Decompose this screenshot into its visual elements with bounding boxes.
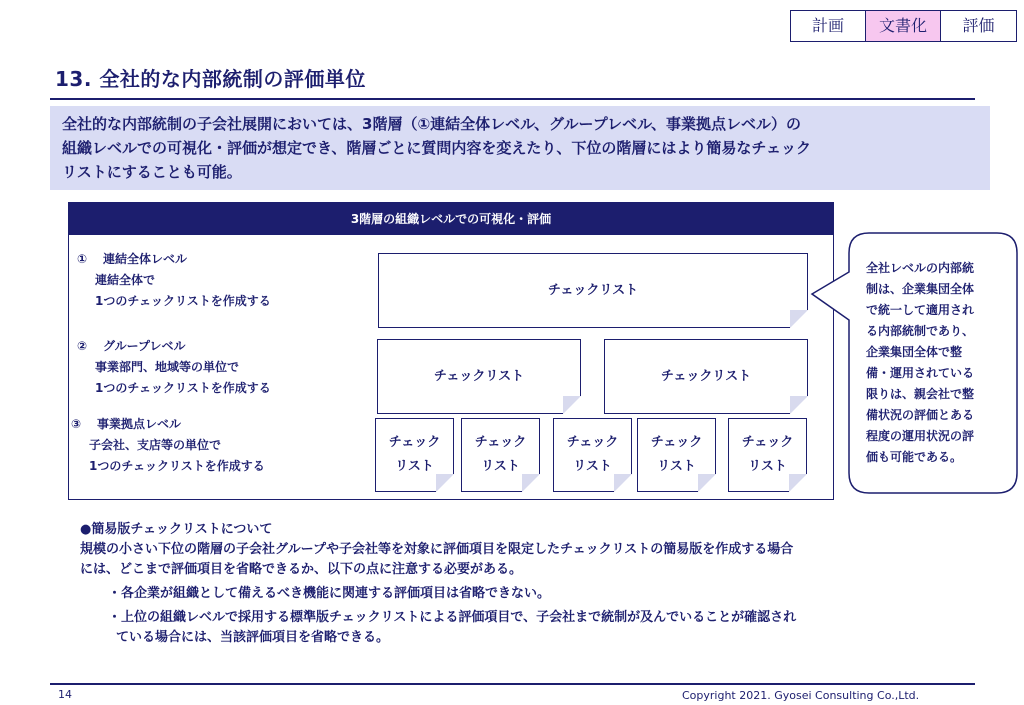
checklist-site-3 (553, 418, 632, 492)
checklist-label: チェックリスト (547, 282, 639, 298)
level-name: グループレベル (103, 339, 186, 353)
checklist-label-line2: リスト (748, 459, 787, 474)
level-name: 事業拠点レベル (97, 417, 182, 431)
note-line: 規模の小さい下位の階層の子会社グループや子会社等を対象に評価項目を限定したチェックリストの簡易版を作成する場合 (80, 542, 794, 557)
copyright: Copyright 2021. Gyosei Consulting Co.,Ltd. (682, 689, 920, 702)
tab-documentation[interactable]: 文書化 (866, 11, 941, 41)
note-heading: ●簡易版チェックリストについて (80, 522, 273, 537)
level-desc: 1つのチェックリストを作成する (89, 459, 265, 473)
level-site (71, 414, 265, 477)
tab-bar (790, 10, 1017, 42)
page-title: 13. 全社的な内部統制の評価単位 (55, 67, 366, 91)
checklist-label-line1: チェック (388, 435, 441, 450)
callout-line: 企業集団全体で整 (866, 345, 963, 359)
level-desc: 1つのチェックリストを作成する (95, 381, 271, 395)
checklist-label-line1: チェック (650, 435, 703, 450)
level-desc: 連結全体で (95, 273, 156, 287)
level-desc: 1つのチェックリストを作成する (95, 294, 271, 308)
tab-evaluation[interactable]: 評価 (962, 16, 995, 35)
diagram-header: 3階層の組織レベルでの可視化・評価 (69, 203, 833, 235)
summary-line-1: 全社的な内部統制の子会社展開においては、3階層（①連結全体レベル、グループレベル、事業拠点レベル）の (62, 115, 801, 133)
checklist-site-2 (461, 418, 540, 492)
checklist-label-line1: チェック (741, 435, 794, 450)
page-number: 14 (58, 688, 72, 701)
callout-line: 制は、企業集団全体 (866, 282, 975, 296)
callout-line: 限りは、親会社で整 (866, 387, 975, 401)
summary-box (50, 106, 990, 190)
checklist-group-2 (604, 339, 808, 414)
note-bullet-continuation: ている場合には、当該評価項目を省略できる。 (116, 630, 390, 645)
checklist-label-line2: リスト (657, 459, 696, 474)
level-number: ② (77, 339, 88, 353)
callout-line: 備状況の評価とある (866, 408, 975, 422)
simplified-checklist-note (80, 520, 980, 648)
callout-line: で統一して適用され (866, 303, 975, 317)
level-desc: 事業部門、地域等の単位で (95, 360, 240, 374)
checklist-label-line2: リスト (481, 459, 520, 474)
note-bullet: ・各企業が組織として備えるべき機能に関連する評価項目は省略できない。 (108, 586, 551, 601)
callout-line: 価も可能である。 (866, 450, 963, 464)
checklist-label: チェックリスト (433, 368, 525, 384)
checklist-site-1 (375, 418, 454, 492)
summary-line-3: リストにすることも可能。 (62, 163, 242, 181)
tab-plan[interactable]: 計画 (791, 11, 866, 41)
level-group (77, 336, 271, 399)
level-desc: 子会社、支店等の単位で (89, 438, 222, 452)
note-line: には、どこまで評価項目を省略できるか、以下の点に注意する必要がある。 (80, 562, 523, 577)
checklist-label-line2: リスト (395, 459, 434, 474)
callout-text (866, 258, 1006, 468)
checklist-label-line1: チェック (566, 435, 619, 450)
hierarchy-diagram (68, 202, 834, 500)
checklist-label: チェックリスト (660, 368, 752, 384)
checklist-label-line2: リスト (573, 459, 612, 474)
level-number: ③ (71, 417, 82, 431)
title-divider (50, 98, 975, 100)
checklist-group-1 (377, 339, 581, 414)
checklist-site-4 (637, 418, 716, 492)
level-name: 連結全体レベル (103, 252, 188, 266)
callout-line: 程度の運用状況の評 (866, 429, 975, 443)
callout-line: る内部統制であり、 (866, 324, 975, 338)
level-number: ① (77, 252, 88, 266)
note-bullet: ・上位の組織レベルで採用する標準版チェックリストによる評価項目で、子会社まで統制が及んでいることが確認され (108, 610, 797, 625)
callout-line: 全社レベルの内部統 (866, 261, 975, 275)
summary-line-2: 組織レベルでの可視化・評価が想定でき、階層ごとに質問内容を変えたり、下位の階層にはより簡易なチェック (62, 139, 811, 157)
callout-line: 備・運用されている (866, 366, 975, 380)
callout-bubble (850, 232, 1018, 494)
checklist-label-line1: チェック (474, 435, 527, 450)
footer-divider (50, 683, 975, 685)
level-consolidated (77, 249, 271, 312)
checklist-consolidated (378, 253, 808, 328)
checklist-site-5 (728, 418, 807, 492)
